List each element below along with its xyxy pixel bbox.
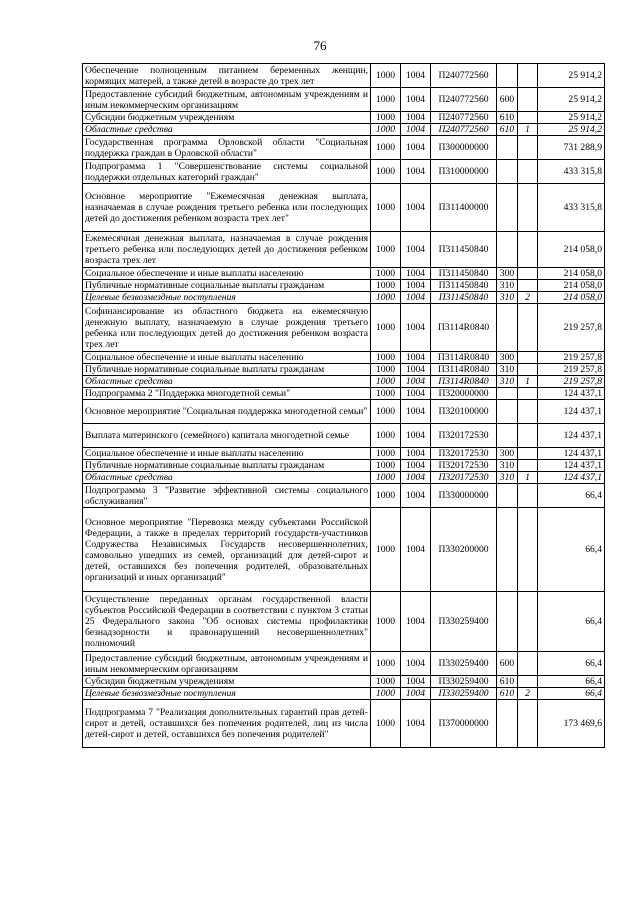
expense-type-code	[497, 508, 518, 592]
subsection-code: 1004	[401, 400, 431, 424]
target-article-code: П330000000	[431, 484, 497, 508]
row-amount: 219 257,8	[538, 352, 605, 364]
target-article-code: П311450840	[431, 292, 497, 304]
row-name: Основное мероприятие "Перевозка между субъектами Российской Федерации, а также в пределах территорий государств-участников Содружества Независимых Государств несовершеннолетних, самовольно ушедших из семей, организаций для детей-сирот и детей, оставшихся без попечения родителей, образовательных организаций и иных организаций"	[83, 508, 371, 592]
section-code: 1000	[371, 388, 401, 400]
section-code: 1000	[371, 508, 401, 592]
section-code: 1000	[371, 268, 401, 280]
target-article-code: П320100000	[431, 400, 497, 424]
expense-type-code	[497, 160, 518, 184]
expense-type-code: 610	[497, 112, 518, 124]
target-article-code: П240772560	[431, 112, 497, 124]
section-code: 1000	[371, 136, 401, 160]
table-row	[83, 124, 605, 136]
table-row	[83, 448, 605, 460]
table-row	[83, 424, 605, 448]
row-amount: 66,4	[538, 508, 605, 592]
target-article-code: П311400000	[431, 184, 497, 232]
target-article-code: П240772560	[431, 64, 497, 88]
row-amount: 124 437,1	[538, 460, 605, 472]
expense-type-code	[497, 184, 518, 232]
table-row	[83, 292, 605, 304]
table-row	[83, 400, 605, 424]
row-name: Областные средства	[83, 124, 371, 136]
table-row	[83, 268, 605, 280]
target-article-code: П311450840	[431, 268, 497, 280]
expense-type-code: 610	[497, 688, 518, 700]
section-code: 1000	[371, 280, 401, 292]
target-article-code: П3114R0840	[431, 364, 497, 376]
section-code: 1000	[371, 364, 401, 376]
source-code	[518, 508, 538, 592]
subsection-code: 1004	[401, 124, 431, 136]
row-amount: 66,4	[538, 652, 605, 676]
expense-type-code	[497, 424, 518, 448]
row-name: Субсидии бюджетным учреждениям	[83, 112, 371, 124]
table-row	[83, 652, 605, 676]
expense-type-code	[497, 136, 518, 160]
table-row	[83, 352, 605, 364]
source-code: 1	[518, 472, 538, 484]
row-amount: 124 437,1	[538, 424, 605, 448]
table-row	[83, 688, 605, 700]
subsection-code: 1004	[401, 280, 431, 292]
row-name: Основное мероприятие "Социальная поддержка многодетной семьи"	[83, 400, 371, 424]
subsection-code: 1004	[401, 700, 431, 748]
section-code: 1000	[371, 292, 401, 304]
expense-type-code: 310	[497, 460, 518, 472]
expense-type-code: 310	[497, 280, 518, 292]
row-name: Подпрограмма 2 "Поддержка многодетной семьи"	[83, 388, 371, 400]
table-row	[83, 508, 605, 592]
source-code	[518, 232, 538, 268]
expense-type-code	[497, 232, 518, 268]
table-row	[83, 388, 605, 400]
expense-type-code: 600	[497, 88, 518, 112]
source-code	[518, 388, 538, 400]
target-article-code: П330259400	[431, 592, 497, 652]
row-amount: 66,4	[538, 592, 605, 652]
subsection-code: 1004	[401, 508, 431, 592]
source-code	[518, 424, 538, 448]
row-name: Публичные нормативные социальные выплаты гражданам	[83, 364, 371, 376]
table-row	[83, 592, 605, 652]
row-amount: 25 914,2	[538, 64, 605, 88]
target-article-code: П311450840	[431, 280, 497, 292]
row-name: Публичные нормативные социальные выплаты гражданам	[83, 460, 371, 472]
row-name: Основное мероприятие "Ежемесячная денежная выплата, назначаемая в случае рождения третьего ребенка или последующих детей до достижения ребенком возраста трех лет"	[83, 184, 371, 232]
target-article-code: П240772560	[431, 124, 497, 136]
target-article-code: П300000000	[431, 136, 497, 160]
expense-type-code	[497, 484, 518, 508]
row-amount: 66,4	[538, 484, 605, 508]
row-amount: 66,4	[538, 688, 605, 700]
source-code	[518, 304, 538, 352]
row-name: Государственная программа Орловской области "Социальная поддержка граждан в Орловской области"	[83, 136, 371, 160]
target-article-code: П330259400	[431, 676, 497, 688]
row-name: Подпрограмма 1 "Совершенствование системы социальной поддержки отдельных категорий граждан"	[83, 160, 371, 184]
subsection-code: 1004	[401, 376, 431, 388]
row-amount: 173 469,6	[538, 700, 605, 748]
table-row	[83, 376, 605, 388]
row-amount: 219 257,8	[538, 364, 605, 376]
row-name: Ежемесячная денежная выплата, назначаемая в случае рождения третьего ребенка или последующих детей до достижения ребенком возраста трех лет	[83, 232, 371, 268]
section-code: 1000	[371, 112, 401, 124]
row-amount: 25 914,2	[538, 124, 605, 136]
expense-type-code: 310	[497, 292, 518, 304]
source-code: 1	[518, 124, 538, 136]
section-code: 1000	[371, 160, 401, 184]
source-code	[518, 112, 538, 124]
row-name: Обеспечение полноценным питанием беременных женщин, кормящих матерей, а также детей в возрасте до трех лет	[83, 64, 371, 88]
table-row	[83, 700, 605, 748]
target-article-code: П311450840	[431, 232, 497, 268]
expense-type-code: 310	[497, 472, 518, 484]
expense-type-code	[497, 64, 518, 88]
section-code: 1000	[371, 700, 401, 748]
table-row	[83, 304, 605, 352]
expense-type-code: 310	[497, 376, 518, 388]
row-amount: 214 058,0	[538, 292, 605, 304]
row-name: Целевые безвозмездные поступления	[83, 688, 371, 700]
section-code: 1000	[371, 352, 401, 364]
row-name: Подпрограмма 3 "Развитие эффективной системы социального обслуживания"	[83, 484, 371, 508]
subsection-code: 1004	[401, 688, 431, 700]
table-row	[83, 112, 605, 124]
source-code: 1	[518, 376, 538, 388]
section-code: 1000	[371, 472, 401, 484]
subsection-code: 1004	[401, 364, 431, 376]
expense-type-code: 610	[497, 676, 518, 688]
table-row	[83, 460, 605, 472]
table-row	[83, 64, 605, 88]
target-article-code: П3114R0840	[431, 376, 497, 388]
row-name: Осуществление переданных органам государственной власти субъектов Российской Федерации в соответствии с пунктом 3 статьи 25 Федерального закона "Об основах системы профилактики безнадзорности и правонарушений несовершеннолетних" полномочий	[83, 592, 371, 652]
expense-type-code	[497, 400, 518, 424]
row-name: Подпрограмма 7 "Реализация дополнительных гарантий прав детей-сирот и детей, оставшихся без попечения родителей, лиц из числа детей-сирот и детей, оставшихся без попечения родителей"	[83, 700, 371, 748]
subsection-code: 1004	[401, 472, 431, 484]
target-article-code: П370000000	[431, 700, 497, 748]
subsection-code: 1004	[401, 652, 431, 676]
subsection-code: 1004	[401, 64, 431, 88]
row-name: Предоставление субсидий бюджетным, автономным учреждениям и иным некоммерческим организациям	[83, 88, 371, 112]
source-code	[518, 136, 538, 160]
subsection-code: 1004	[401, 136, 431, 160]
row-amount: 214 058,0	[538, 232, 605, 268]
section-code: 1000	[371, 652, 401, 676]
row-name: Социальное обеспечение и иные выплаты населению	[83, 268, 371, 280]
subsection-code: 1004	[401, 484, 431, 508]
table-row	[83, 484, 605, 508]
source-code	[518, 484, 538, 508]
row-amount: 25 914,2	[538, 112, 605, 124]
target-article-code: П320000000	[431, 388, 497, 400]
section-code: 1000	[371, 460, 401, 472]
source-code	[518, 88, 538, 112]
subsection-code: 1004	[401, 88, 431, 112]
row-amount: 66,4	[538, 676, 605, 688]
source-code	[518, 400, 538, 424]
target-article-code: П320172530	[431, 460, 497, 472]
section-code: 1000	[371, 64, 401, 88]
target-article-code: П3114R0840	[431, 352, 497, 364]
subsection-code: 1004	[401, 424, 431, 448]
section-code: 1000	[371, 88, 401, 112]
subsection-code: 1004	[401, 448, 431, 460]
subsection-code: 1004	[401, 388, 431, 400]
subsection-code: 1004	[401, 112, 431, 124]
row-name: Софинансирование из областного бюджета на ежемесячную денежную выплату, назначаемую в случае рождения третьего ребенка или последующих детей до достижения ребенком возраста трех лет	[83, 304, 371, 352]
table-row	[83, 88, 605, 112]
subsection-code: 1004	[401, 268, 431, 280]
source-code	[518, 364, 538, 376]
row-name: Субсидии бюджетным учреждениям	[83, 676, 371, 688]
source-code	[518, 448, 538, 460]
row-amount: 124 437,1	[538, 472, 605, 484]
row-amount: 124 437,1	[538, 448, 605, 460]
source-code	[518, 184, 538, 232]
row-amount: 433 315,8	[538, 184, 605, 232]
row-amount: 214 058,0	[538, 268, 605, 280]
row-name: Областные средства	[83, 472, 371, 484]
subsection-code: 1004	[401, 160, 431, 184]
table-row	[83, 280, 605, 292]
subsection-code: 1004	[401, 184, 431, 232]
row-amount: 124 437,1	[538, 388, 605, 400]
source-code: 2	[518, 292, 538, 304]
row-amount: 219 257,8	[538, 376, 605, 388]
subsection-code: 1004	[401, 292, 431, 304]
section-code: 1000	[371, 232, 401, 268]
target-article-code: П3114R0840	[431, 304, 497, 352]
section-code: 1000	[371, 184, 401, 232]
row-amount: 219 257,8	[538, 304, 605, 352]
section-code: 1000	[371, 484, 401, 508]
section-code: 1000	[371, 676, 401, 688]
expense-type-code: 300	[497, 268, 518, 280]
source-code	[518, 64, 538, 88]
target-article-code: П310000000	[431, 160, 497, 184]
section-code: 1000	[371, 400, 401, 424]
target-article-code: П320172530	[431, 472, 497, 484]
row-name: Предоставление субсидий бюджетным, автономным учреждениям и иным некоммерческим организациям	[83, 652, 371, 676]
row-name: Социальное обеспечение и иные выплаты населению	[83, 448, 371, 460]
subsection-code: 1004	[401, 460, 431, 472]
section-code: 1000	[371, 448, 401, 460]
table-row	[83, 184, 605, 232]
subsection-code: 1004	[401, 676, 431, 688]
source-code	[518, 268, 538, 280]
expense-type-code	[497, 388, 518, 400]
expense-type-code	[497, 592, 518, 652]
table-row	[83, 364, 605, 376]
section-code: 1000	[371, 376, 401, 388]
expense-type-code: 310	[497, 364, 518, 376]
section-code: 1000	[371, 124, 401, 136]
row-amount: 25 914,2	[538, 88, 605, 112]
table-row	[83, 136, 605, 160]
source-code	[518, 592, 538, 652]
expense-type-code: 600	[497, 652, 518, 676]
target-article-code: П330259400	[431, 688, 497, 700]
section-code: 1000	[371, 592, 401, 652]
expense-type-code: 610	[497, 124, 518, 136]
source-code	[518, 652, 538, 676]
expense-type-code	[497, 304, 518, 352]
table-row	[83, 232, 605, 268]
expense-type-code: 300	[497, 352, 518, 364]
section-code: 1000	[371, 688, 401, 700]
row-amount: 124 437,1	[538, 400, 605, 424]
row-amount: 214 058,0	[538, 280, 605, 292]
target-article-code: П330259400	[431, 652, 497, 676]
table-row	[83, 160, 605, 184]
target-article-code: П240772560	[431, 88, 497, 112]
row-name: Социальное обеспечение и иные выплаты населению	[83, 352, 371, 364]
source-code	[518, 352, 538, 364]
source-code	[518, 676, 538, 688]
page-number: 76	[313, 38, 327, 53]
row-amount: 731 288,9	[538, 136, 605, 160]
target-article-code: П320172530	[431, 448, 497, 460]
table-row	[83, 472, 605, 484]
expense-type-code: 300	[497, 448, 518, 460]
row-name: Публичные нормативные социальные выплаты гражданам	[83, 280, 371, 292]
target-article-code: П330200000	[431, 508, 497, 592]
section-code: 1000	[371, 304, 401, 352]
subsection-code: 1004	[401, 352, 431, 364]
subsection-code: 1004	[401, 592, 431, 652]
table-row	[83, 676, 605, 688]
source-code	[518, 160, 538, 184]
source-code	[518, 460, 538, 472]
budget-table	[82, 63, 605, 748]
source-code: 2	[518, 688, 538, 700]
section-code: 1000	[371, 424, 401, 448]
row-amount: 433 315,8	[538, 160, 605, 184]
subsection-code: 1004	[401, 304, 431, 352]
expense-type-code	[497, 700, 518, 748]
row-name: Целевые безвозмездные поступления	[83, 292, 371, 304]
row-name: Выплата материнского (семейного) капитала многодетной семье	[83, 424, 371, 448]
subsection-code: 1004	[401, 232, 431, 268]
target-article-code: П320172530	[431, 424, 497, 448]
source-code	[518, 280, 538, 292]
source-code	[518, 700, 538, 748]
row-name: Областные средства	[83, 376, 371, 388]
